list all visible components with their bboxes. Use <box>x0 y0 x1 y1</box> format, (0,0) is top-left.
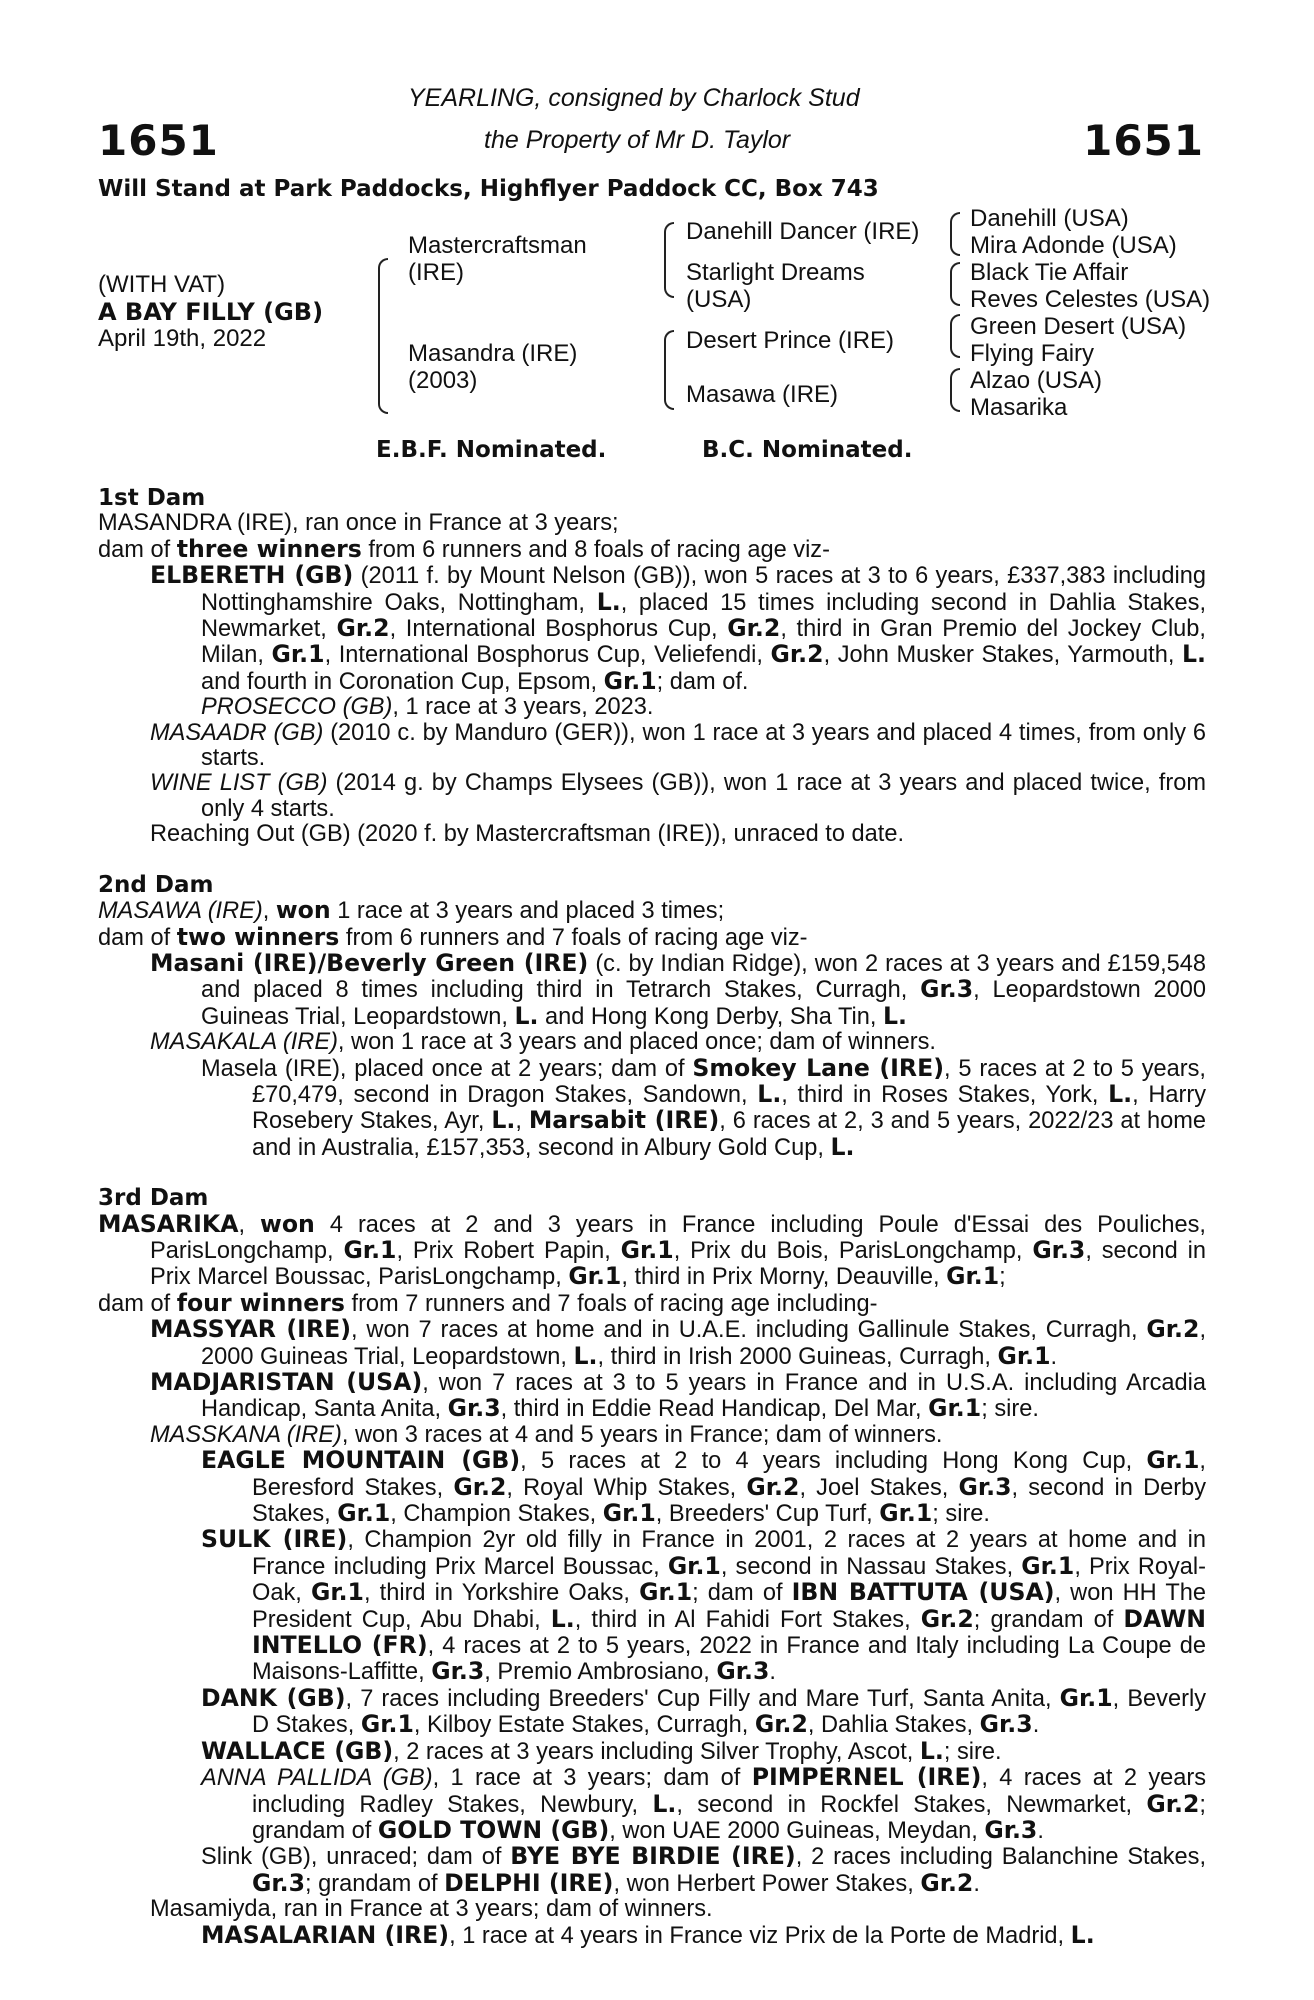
produce-entry: Masela (IRE), placed once at 2 years; dam of Smokey Lane (IRE), 5 races at 2 to 5 years, £70,479, second in Dragon Stakes, Sandown, L., third in Roses Stakes, York, L., Harry Rosebery Stakes, Ayr, L., Marsabit (IRE), 6 races at 2, 3 and 5 years, 2022/23 at home and in Australia, £157,353, second in Albury Gold Cup, L. <box>201 1053 1207 1161</box>
pedigree-brace <box>664 330 674 410</box>
produce-entry: ELBERETH (GB) (2011 f. by Mount Nelson (GB)), won 5 races at 3 to 6 years, £337,383 including Nottinghamshire Oaks, Nottingham, L., placed 15 times including second in Dahlia Stakes, Newmarket, Gr.2, International Bosphorus Cup, Gr.2, third in Gran Premio del Jockey Club, Milan, Gr.1, International Bosphorus Cup, Veliefendi, Gr.2, John Musker Stakes, Yarmouth, L. and fourth in Coronation Cup, Epsom, Gr.1; dam of. <box>150 561 1207 695</box>
section-heading-1st-dam: 1st Dam <box>98 485 206 511</box>
produce-entry: MASAKALA (IRE), won 1 race at 3 years and placed once; dam of winners. <box>150 1029 936 1056</box>
ggp-3: Black Tie Affair <box>970 259 1129 286</box>
pedigree-brace <box>378 258 388 414</box>
produce-entry: Slink (GB), unraced; dam of BYE BYE BIRDIE (IRE), 2 races including Balanchine Stakes, Gr.3; grandam of DELPHI (IRE), won Herbert Power Stakes, Gr.2. <box>201 1842 1206 1897</box>
vat-note: (WITH VAT) <box>98 271 226 298</box>
produce-entry: WINE LIST (GB) (2014 g. by Champs Elysees (GB)), won 1 race at 3 years and placed twice, from only 4 starts. <box>150 770 1206 822</box>
sire-country: (IRE) <box>408 259 464 286</box>
ggp-8: Masarika <box>970 394 1068 421</box>
lot-number-right: 1651 <box>1083 116 1204 165</box>
produce-entry: EAGLE MOUNTAIN (GB), 5 races at 2 to 4 years including Hong Kong Cup, Gr.1, Beresford Stakes, Gr.2, Royal Whip Stakes, Gr.2, Joel Stakes, Gr.3, second in Derby Stakes, Gr.1, Champion Stakes, Gr.1, Breeders' Cup Turf, Gr.1; sire. <box>201 1446 1206 1528</box>
sires-dam: Starlight Dreams <box>686 259 865 286</box>
ggp-5: Green Desert (USA) <box>970 313 1187 340</box>
property-line: the Property of Mr D. Taylor <box>484 126 791 154</box>
produce-entry: PROSECCO (GB), 1 race at 3 years, 2023. <box>201 694 654 721</box>
ebf-nomination: E.B.F. Nominated. <box>376 437 607 463</box>
section-heading-3rd-dam: 3rd Dam <box>98 1185 209 1212</box>
sires-sire: Danehill Dancer (IRE) <box>686 218 920 245</box>
produce-entry: MADJARISTAN (USA), won 7 races at 3 to 5 years in France and in U.S.A. including Arcadia Handicap, Santa Anita, Gr.3, third in Eddie Read Handicap, Del Mar, Gr.1; sire. <box>150 1368 1206 1423</box>
produce-entry: MASSKANA (IRE), won 3 races at 4 and 5 years in France; dam of winners. <box>150 1421 943 1448</box>
ggp-7: Alzao (USA) <box>970 367 1103 394</box>
produce-entry: WALLACE (GB), 2 races at 3 years including Silver Trophy, Ascot, L.; sire. <box>201 1736 1002 1765</box>
ggp-1: Danehill (USA) <box>970 205 1129 232</box>
produce-entry: Reaching Out (GB) (2020 f. by Mastercraftsman (IRE)), unraced to date. <box>150 821 904 848</box>
ggp-6: Flying Fairy <box>970 340 1095 367</box>
produce-entry: SULK (IRE), Champion 2yr old filly in France in 2001, 2 races at 2 years at home and in France including Prix Marcel Boussac, Gr.1, second in Nassau Stakes, Gr.1, Prix Royal-Oak, Gr.1, third in Yorkshire Oaks, Gr.1; dam of IBN BATTUTA (USA), won HH The President Cup, Abu Dhabi, L., third in Al Fahidi Fort Stakes, Gr.2; grandam of DAWN INTELLO (FR), 4 races at 2 to 5 years, 2022 in France and Italy including La Coupe de Maisons-Laffitte, Gr.3, Premio Ambrosiano, Gr.3. <box>201 1525 1207 1686</box>
pedigree-brace <box>950 368 960 412</box>
pedigree-brace <box>664 222 674 298</box>
lot-number-left: 1651 <box>98 116 219 165</box>
stand-location: Will Stand at Park Paddocks, Highflyer Paddock CC, Box 743 <box>98 176 879 202</box>
section-heading-2nd-dam: 2nd Dam <box>98 871 214 898</box>
produce-entry: MASSYAR (IRE), won 7 races at home and in U.A.E. including Gallinule Stakes, Curragh, Gr.2, 2000 Guineas Trial, Leopardstown, L., third in Irish 2000 Guineas, Curragh, Gr.1. <box>150 1315 1206 1370</box>
produce-entry: MASALARIAN (IRE), 1 race at 4 years in France viz Prix de la Porte de Madrid, L. <box>201 1920 1095 1949</box>
pedigree-brace <box>950 262 960 306</box>
dam-name: Masandra (IRE) <box>408 340 578 367</box>
ggp-2: Mira Adonde (USA) <box>970 232 1177 259</box>
dams-dam: Masawa (IRE) <box>686 381 839 408</box>
produce-entry: ANNA PALLIDA (GB), 1 race at 3 years; dam of PIMPERNEL (IRE), 4 races at 2 years including Radley Stakes, Newbury, L., second in Rockfel Stakes, Newmarket, Gr.2; grandam of GOLD TOWN (GB), won UAE 2000 Guineas, Meydan, Gr.3. <box>201 1763 1207 1844</box>
produce-entry: DANK (GB), 7 races including Breeders' Cup Filly and Mare Turf, Santa Anita, Gr.1, Beverly D Stakes, Gr.1, Kilboy Estate Stakes, Curragh, Gr.2, Dahlia Stakes, Gr.3. <box>201 1683 1206 1739</box>
pedigree-brace <box>950 314 960 358</box>
sire-name: Mastercraftsman <box>408 232 587 259</box>
dam-summary: MASARIKA, won 4 races at 2 and 3 years in France including Poule d'Essai des Pouliches, ParisLongchamp, Gr.1, Prix Robert Papin, Gr.1, Prix du Bois, ParisLongchamp, Gr.3, second in Prix Marcel Boussac, ParisLongchamp, Gr.1, third in Prix Morny, Deauville, Gr.1; <box>98 1209 1206 1291</box>
dam-produce-summary: dam of three winners from 6 runners and 8 foals of racing age viz- <box>98 534 830 563</box>
consignor-line: YEARLING, consigned by Charlock Stud <box>408 84 860 112</box>
produce-entry: Masamiyda, ran in France at 3 years; dam of winners. <box>150 1896 713 1923</box>
pedigree-brace <box>950 212 960 256</box>
dam-summary: MASAWA (IRE), won 1 race at 3 years and placed 3 times; <box>98 896 725 925</box>
bc-nomination: B.C. Nominated. <box>702 437 913 463</box>
lot-title: A BAY FILLY (GB) <box>98 298 324 326</box>
produce-entry: Masani (IRE)/Beverly Green (IRE) (c. by Indian Ridge), won 2 races at 3 years and £159,548 and placed 8 times including third in Tetrarch Stakes, Curragh, Gr.3, Leopardstown 2000 Guineas Trial, Leopardstown, L. and Hong Kong Derby, Sha Tin, L. <box>150 948 1206 1030</box>
catalogue-body <box>98 486 1206 1949</box>
foaling-date: April 19th, 2022 <box>98 325 267 352</box>
dams-sire: Desert Prince (IRE) <box>686 327 895 354</box>
dam-produce-summary: dam of two winners from 6 runners and 7 foals of racing age viz- <box>98 922 808 951</box>
produce-entry: MASAADR (GB) (2010 c. by Manduro (GER)), won 1 race at 3 years and placed 4 times, from only 6 starts. <box>150 719 1206 772</box>
sires-dam-country: (USA) <box>686 286 752 313</box>
ggp-4: Reves Celestes (USA) <box>970 286 1211 313</box>
dam-year: (2003) <box>408 367 478 394</box>
dam-produce-summary: dam of four winners from 7 runners and 7 foals of racing age including- <box>98 1288 878 1317</box>
dam-summary: MASANDRA (IRE), ran once in France at 3 years; <box>98 510 619 537</box>
